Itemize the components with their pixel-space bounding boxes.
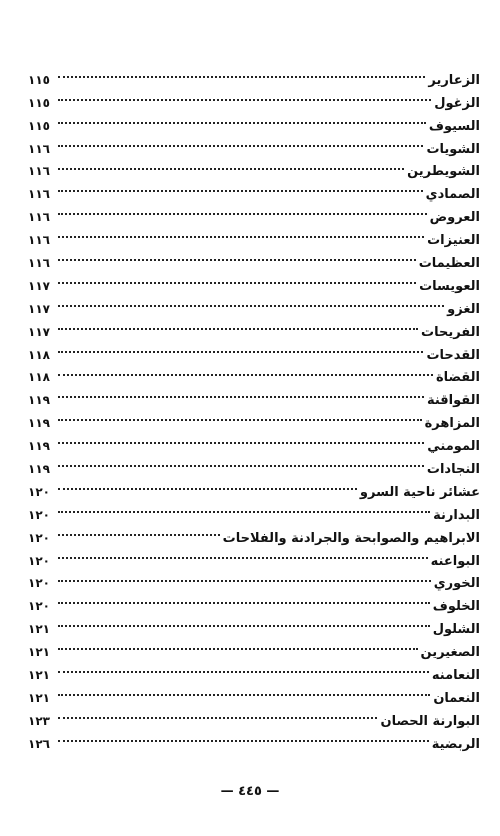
toc-entry	[28, 175, 480, 203]
toc-entry-title: المومني	[427, 439, 480, 455]
toc-entry-title: الفريحات	[421, 324, 480, 340]
toc-entry-title: عشائر ناحية السرو	[359, 484, 480, 500]
toc-entry	[28, 198, 480, 226]
toc-entry-title: القدحات	[426, 347, 480, 363]
toc-entry-title: العظيمات	[418, 256, 480, 272]
toc-entry	[28, 336, 480, 363]
toc-entry-title: البوارنة الحصان	[380, 713, 480, 729]
toc-entry-page: ١٢٠	[28, 484, 50, 499]
toc-entry-page: ١١٧	[28, 324, 50, 339]
toc-entry-title: العنيزات	[427, 233, 480, 249]
toc-entry-title: المزاهرة	[424, 416, 480, 432]
toc-entry-title: الربضية	[431, 736, 480, 752]
toc-entry	[28, 473, 480, 500]
toc-entry-title: الخلوف	[432, 599, 480, 615]
dot-leader	[58, 404, 422, 427]
toc-entry	[28, 427, 480, 455]
toc-entry-page: ١١٦	[28, 256, 50, 271]
toc-entry-page: ١١٩	[28, 416, 50, 431]
dot-leader	[58, 679, 430, 702]
toc-entry-page: ١١٩	[28, 439, 50, 454]
dot-leader	[58, 519, 220, 542]
dot-leader	[58, 313, 418, 336]
toc-entry-page: ١٢٠	[28, 599, 50, 614]
toc-entry	[28, 381, 480, 409]
toc-entry-title: الصغيرين	[420, 645, 480, 661]
toc-entry	[28, 84, 480, 111]
dot-leader	[58, 61, 425, 84]
dot-leader	[58, 221, 424, 244]
toc-entry-page: ١١٩	[28, 393, 50, 408]
toc-entry-page: ١١٥	[28, 72, 50, 87]
toc-entry	[28, 267, 480, 294]
toc-entry	[28, 450, 480, 478]
dot-leader	[58, 565, 431, 588]
toc-entry-page: ١٢١	[28, 668, 50, 683]
toc-entry	[28, 702, 480, 729]
dot-leader	[58, 427, 424, 450]
toc-entry	[28, 221, 480, 249]
toc-entry-page: ١١٦	[28, 164, 50, 179]
toc-entry-page: ١٢١	[28, 645, 50, 660]
toc-entry	[28, 153, 480, 180]
toc-entry-page: ١١٨	[28, 370, 50, 385]
toc-entry-page: ١١٩	[28, 462, 50, 477]
dot-leader	[58, 381, 424, 404]
toc-entry-title: النعامنه	[431, 668, 480, 684]
toc-entry-page: ١١٦	[28, 187, 50, 202]
toc-entry-title: العروض	[429, 210, 480, 226]
toc-entry-page: ١١٦	[28, 210, 50, 225]
toc-entry-page: ١١٧	[28, 278, 50, 293]
toc-entry	[28, 519, 480, 546]
toc-entry	[28, 359, 480, 386]
toc-entry-title: الشلول	[432, 622, 480, 638]
toc-entry-page: ١٢٠	[28, 530, 50, 545]
dot-leader	[58, 542, 428, 565]
toc-entry-title: الابراهيم والصوابحة والجرادنة والفلاحات	[222, 530, 480, 546]
toc-entry	[28, 496, 480, 523]
toc-entry-title: السيوف	[428, 118, 480, 134]
toc-entry	[28, 610, 480, 638]
toc-entry	[28, 107, 480, 134]
dot-leader	[58, 153, 404, 176]
toc-entry-title: البواعنه	[430, 553, 480, 569]
toc-entry-page: ١٢٣	[28, 713, 50, 728]
toc-entry-page: ١١٥	[28, 95, 50, 110]
dot-leader	[58, 290, 444, 313]
toc-entry	[28, 565, 480, 592]
toc-entry-page: ١١٦	[28, 141, 50, 156]
toc-entry	[28, 656, 480, 684]
toc-entry	[28, 290, 480, 317]
toc-entry-title: الخوري	[433, 576, 480, 592]
toc-entry-title: الشويطرين	[407, 164, 480, 180]
toc-entry-page: ١٢١	[28, 622, 50, 637]
toc-entry-title: القواقنة	[426, 393, 480, 409]
dot-leader	[58, 244, 416, 267]
toc-entry-title: العويسات	[419, 278, 480, 294]
dot-leader	[58, 496, 430, 519]
toc-entry	[28, 313, 480, 340]
toc-entry-page: ١١٥	[28, 118, 50, 133]
toc-entry-title: الزغول	[434, 95, 480, 111]
toc-entry-page: ١٢١	[28, 690, 50, 705]
dot-leader	[58, 702, 377, 725]
toc-entry	[28, 244, 480, 272]
dot-leader	[58, 198, 427, 221]
dot-leader	[58, 610, 430, 633]
toc-entry	[28, 679, 480, 706]
toc-entry	[28, 587, 480, 615]
toc-entry-title: القضاة	[435, 370, 480, 386]
dot-leader	[58, 130, 423, 153]
toc-entry-page: ١٢٠	[28, 507, 50, 522]
dot-leader	[58, 450, 424, 473]
toc-entry	[28, 633, 480, 661]
toc-entry-page: ١٢٠	[28, 553, 50, 568]
dot-leader	[58, 84, 431, 107]
toc-entry	[28, 404, 480, 432]
dot-leader	[58, 656, 429, 679]
toc-entry	[28, 130, 480, 157]
dot-leader	[58, 336, 423, 359]
toc-entry-page: ١١٨	[28, 347, 50, 362]
toc-entry-title: النجادات	[426, 462, 480, 478]
toc-entry-title: البدارنة	[433, 507, 480, 523]
dot-leader	[58, 359, 433, 382]
toc-entry-title: الصمادي	[425, 187, 480, 203]
toc-entry-title: النعمان	[433, 690, 480, 706]
toc-entry	[28, 61, 480, 88]
dot-leader	[58, 107, 426, 130]
toc-entry-title: الزعارير	[428, 72, 480, 88]
toc-entry-page: ١١٦	[28, 233, 50, 248]
toc-entry-title: الغزو	[447, 301, 480, 317]
dot-leader	[58, 473, 357, 496]
toc-entry	[28, 725, 480, 752]
dot-leader	[58, 267, 416, 290]
page-number: — ٤٤٥ —	[220, 784, 280, 799]
dot-leader	[58, 587, 430, 610]
dot-leader	[58, 633, 418, 656]
table-of-contents	[28, 61, 480, 752]
dot-leader	[58, 725, 429, 748]
toc-entry-page: ١٢٠	[28, 576, 50, 591]
toc-entry-title: الشويات	[426, 141, 480, 157]
toc-entry-page: ١٢٦	[28, 736, 50, 751]
toc-entry	[28, 542, 480, 569]
dot-leader	[58, 175, 423, 198]
toc-entry-page: ١١٧	[28, 301, 50, 316]
